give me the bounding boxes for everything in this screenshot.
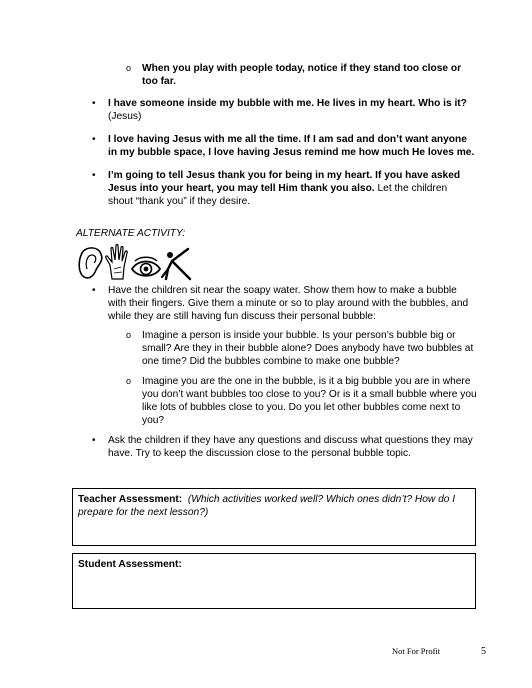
teacher-assessment-label: Teacher Assessment:: [78, 494, 183, 505]
alt-soapy-water-line3: while they are still having fun discuss their personal bubble:: [108, 311, 376, 322]
hand-icon: [106, 245, 128, 280]
student-assessment-box[interactable]: [72, 553, 476, 609]
alt-ask-questions-line1: Ask the children if they have any questions and discuss what questions they may: [108, 435, 473, 446]
alt-imagine-you-line4: you?: [142, 415, 165, 426]
item-thank-jesus-line2-plain: Let the children: [374, 183, 448, 194]
item-when-you-play-line2: too far.: [142, 76, 176, 87]
alt-imagine-person-line1: Imagine a person is inside your bubble. Is your person’s bubble big or: [142, 330, 456, 341]
bullet-marker: •: [92, 98, 96, 109]
sub-bullet-marker: o: [126, 376, 132, 386]
item-thank-jesus-line2: [108, 182, 447, 195]
footer-page-number: 5: [481, 646, 486, 657]
item-love-jesus-line2: in my bubble space, I love having Jesus remind me how much He loves me.: [108, 147, 475, 158]
item-love-jesus-line1: I love having Jesus with me all the time. If I am sad and don’t want anyone: [108, 134, 467, 145]
alt-imagine-you-line1: Imagine you are the one in the bubble, is it a big bubble you are in where: [142, 376, 471, 387]
alt-imagine-you-line2: you don’t want bubbles too close to you? Or is it a small bubble where you: [142, 389, 477, 400]
stretching-figure-icon: [162, 249, 190, 279]
alt-imagine-person-line2: small? Are they in their bubble alone? Does anybody have two bubbles at: [142, 343, 474, 354]
alt-imagine-you-line3: like lots of bubbles close to you. Do you let other bubbles come next to: [142, 402, 461, 413]
bullet-marker: •: [92, 134, 96, 145]
teacher-assessment-line1: [78, 493, 470, 506]
bullet-marker: •: [92, 170, 96, 181]
item-thank-jesus-line2-bold: Jesus into your heart, you may tell Him thank you also.: [108, 183, 375, 194]
alt-ask-questions-line2: have. Try to keep the discussion close to the personal bubble topic.: [108, 448, 411, 459]
footer-not-for-profit: Not For Profit: [392, 646, 441, 656]
alt-imagine-person-line3: one time? Did the bubbles combine to make one bubble?: [142, 356, 400, 367]
item-thank-jesus-line3: shout “thank you” if they desire.: [108, 196, 251, 207]
bullet-marker: •: [92, 435, 96, 446]
student-assessment-label: Student Assessment:: [78, 559, 182, 570]
alt-soapy-water-line2: with their fingers. Give them a minute or so to play around with the bubbles, and: [108, 298, 469, 309]
sub-bullet-marker: o: [126, 63, 132, 73]
item-bubble-heart-answer: (Jesus): [108, 111, 142, 122]
sub-bullet-marker: o: [126, 330, 132, 340]
teacher-assessment-prompt-line2: prepare for the next lesson?): [78, 507, 209, 518]
bullet-marker: •: [92, 285, 96, 296]
teacher-assessment-prompt-line1: (Which activities worked well? Which ones didn’t? How do I: [187, 494, 456, 505]
item-thank-jesus-line1: I’m going to tell Jesus thank you for being in my heart. If you have asked: [108, 170, 461, 181]
alt-soapy-water-line1: Have the children sit near the soapy water. Show them how to make a bubble: [108, 285, 457, 296]
eye-icon: [132, 257, 160, 276]
alternate-activity-heading: ALTERNATE ACTIVITY:: [76, 228, 186, 239]
activity-icons: [76, 243, 196, 283]
ear-icon: [79, 248, 102, 278]
teacher-assessment-box[interactable]: [72, 488, 476, 546]
item-bubble-heart-line1: I have someone inside my bubble with me. He lives in my heart. Who is it?: [108, 98, 467, 109]
item-when-you-play-line1: When you play with people today, notice if they stand too close or: [142, 63, 462, 74]
